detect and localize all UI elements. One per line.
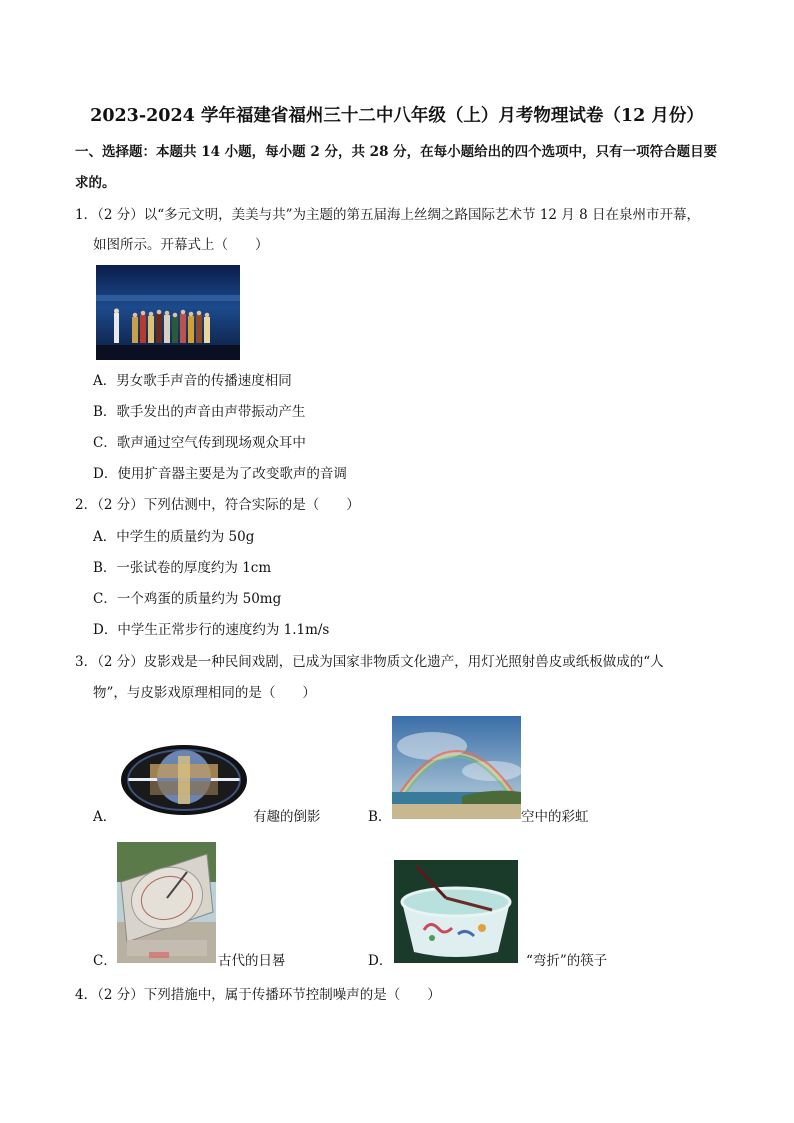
question-2-stem: 2．（2 分）下列估测中，符合实际的是（ ） (75, 497, 360, 513)
question-3-option-c-letter: C． (93, 953, 117, 969)
question-3-stem-line-1: 3．（2 分）皮影戏是一种民间戏剧，已成为国家非物质文化遗产，用灯光照射兽皮或纸板做成的“人 (75, 654, 664, 670)
bent-chopsticks-photo (394, 860, 518, 963)
question-3-option-a-letter: A． (93, 809, 117, 825)
question-1-stem-line-2: 如图所示。开幕式上（ ） (93, 237, 269, 253)
question-1-option-a: A．男女歌手声音的传播速度相同 (93, 373, 292, 389)
question-1-option-c: C．歌声通过空气传到现场观众耳中 (93, 435, 306, 451)
question-3-stem-line-2: 物”，与皮影戏原理相同的是（ ） (93, 685, 316, 701)
section-heading-line-1: 一、选择题：本题共 14 小题，每小题 2 分，共 28 分，在每小题给出的四个选项中，只有一项符合题目要 (75, 144, 718, 160)
sundial-photo (117, 842, 216, 963)
question-3-option-d-letter: D． (368, 953, 393, 969)
exam-title: 2023-2024 学年福建省福州三十二中八年级（上）月考物理试卷（12 月份） (90, 106, 704, 126)
question-4-stem: 4．（2 分）下列措施中，属于传播环节控制噪声的是（ ） (75, 987, 441, 1003)
question-3-option-b-letter: B． (368, 809, 392, 825)
question-3-option-d-caption: “弯折”的筷子 (526, 953, 608, 969)
question-1-stem-line-1: 1．（2 分）以“多元文明，美美与共”为主题的第五届海上丝绸之路国际艺术节 12 月 8 日在泉州市开幕， (75, 207, 700, 223)
question-2-option-c: C．一个鸡蛋的质量约为 50mg (93, 591, 282, 607)
reflection-photo (120, 744, 248, 816)
question-3-option-b-caption: 空中的彩虹 (521, 809, 589, 825)
question-3-option-c-caption: 古代的日晷 (218, 953, 286, 969)
question-2-option-d: D．中学生正常步行的速度约为 1.1m/s (93, 622, 330, 638)
rainbow-photo (392, 716, 521, 819)
question-3-option-a-caption: 有趣的倒影 (253, 809, 321, 825)
question-1-option-d: D．使用扩音器主要是为了改变歌声的音调 (93, 466, 347, 482)
festival-stage-photo (96, 265, 240, 360)
question-2-option-b: B．一张试卷的厚度约为 1cm (93, 560, 272, 576)
question-2-option-a: A．中学生的质量约为 50g (93, 529, 255, 545)
question-1-option-b: B．歌手发出的声音由声带振动产生 (93, 404, 306, 420)
section-heading-line-2: 求的。 (75, 175, 116, 191)
